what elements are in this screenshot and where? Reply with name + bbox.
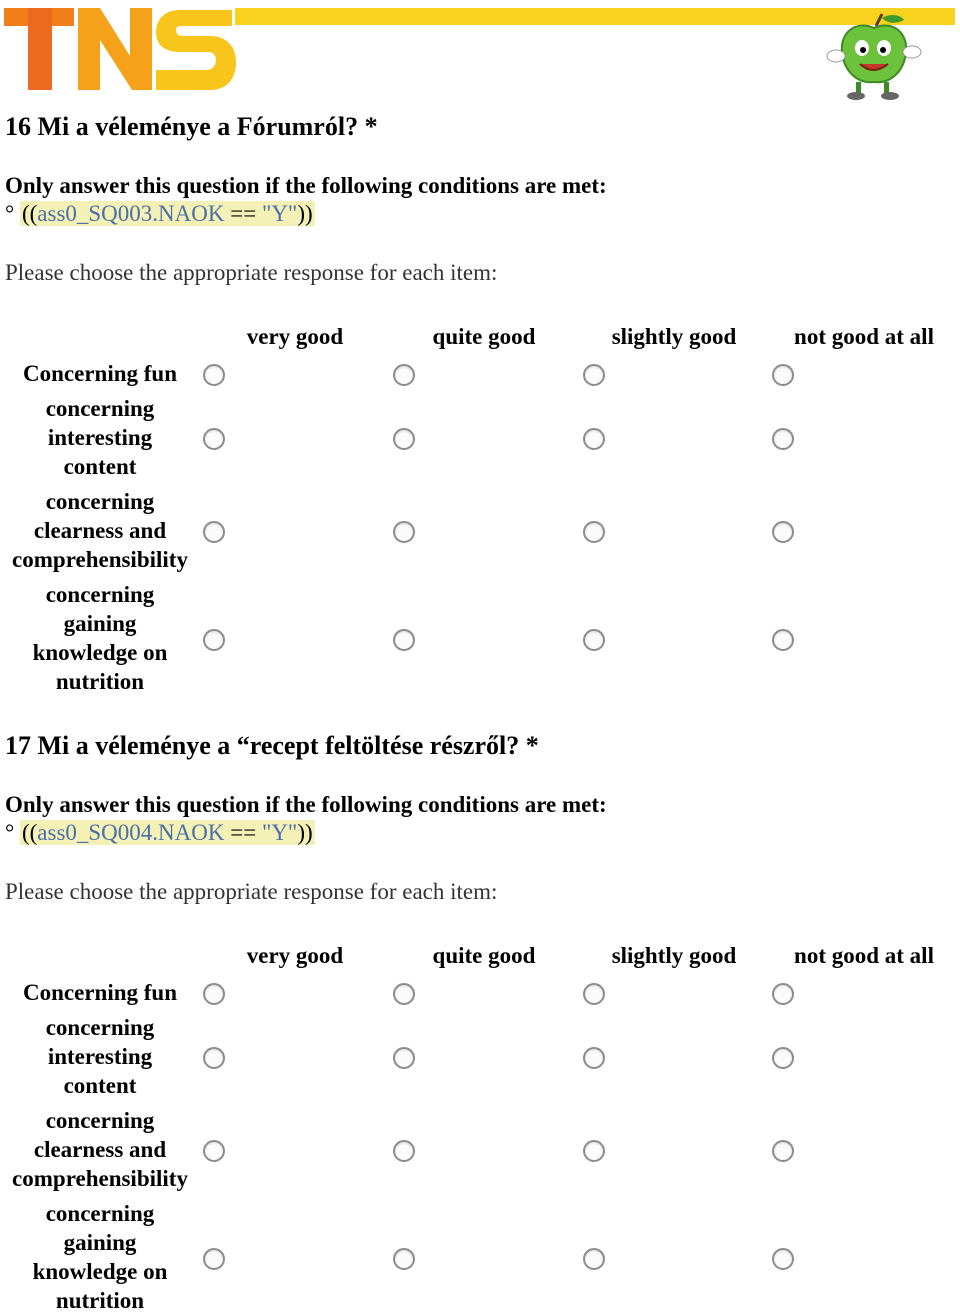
condition-operator: == <box>224 820 262 845</box>
radio-clearness-very-good[interactable] <box>203 1140 225 1162</box>
row-label-clearness <box>2 487 198 574</box>
condition-bullet: ° <box>5 820 15 845</box>
question-title: 16 Mi a véleménye a Fórumról? * <box>5 112 378 141</box>
row-label-line: nutrition <box>55 669 145 694</box>
condition-value: "Y" <box>261 201 298 226</box>
question-title: 17 Mi a véleménye a “recept feltöltése részről? * <box>5 731 539 760</box>
radio-fun-not-good[interactable] <box>772 983 794 1005</box>
radio-knowledge-slightly-good[interactable] <box>583 629 605 651</box>
radio-fun-slightly-good[interactable] <box>583 983 605 1005</box>
row-label-line: content <box>63 454 137 479</box>
radio-fun-quite-good[interactable] <box>393 364 415 386</box>
condition-close: )) <box>297 201 313 226</box>
radio-clearness-slightly-good[interactable] <box>583 1140 605 1162</box>
radio-knowledge-quite-good[interactable] <box>393 629 415 651</box>
row-label-line: interesting <box>47 425 153 450</box>
condition-open: (( <box>21 820 38 845</box>
column-header-quite-good: quite good <box>432 943 536 968</box>
radio-knowledge-very-good[interactable] <box>203 1248 225 1270</box>
green-apple-mascot-icon <box>826 12 922 102</box>
radio-fun-quite-good[interactable] <box>393 983 415 1005</box>
condition-close: )) <box>297 820 313 845</box>
radio-interesting-slightly-good[interactable] <box>583 428 605 450</box>
radio-knowledge-not-good[interactable] <box>772 629 794 651</box>
page-header <box>0 0 960 108</box>
radio-fun-very-good[interactable] <box>203 364 225 386</box>
radio-interesting-quite-good[interactable] <box>393 1047 415 1069</box>
column-header-slightly-good: slightly good <box>611 943 737 968</box>
radio-knowledge-not-good[interactable] <box>772 1248 794 1270</box>
column-header-not-good-at-all: not good at all <box>794 943 934 968</box>
radio-clearness-very-good[interactable] <box>203 521 225 543</box>
condition-bullet: ° <box>5 201 15 226</box>
radio-clearness-not-good[interactable] <box>772 521 794 543</box>
row-label-line: Concerning fun <box>23 980 177 1005</box>
radio-fun-not-good[interactable] <box>772 364 794 386</box>
condition-operator: == <box>224 201 262 226</box>
radio-clearness-not-good[interactable] <box>772 1140 794 1162</box>
column-header-not-good-at-all: not good at all <box>794 324 934 349</box>
row-label-line: knowledge on <box>32 640 168 665</box>
row-label-line: concerning <box>45 1015 155 1040</box>
row-label-fun <box>2 978 198 1007</box>
row-label-line: clearness and <box>33 518 167 543</box>
radio-knowledge-quite-good[interactable] <box>393 1248 415 1270</box>
radio-fun-very-good[interactable] <box>203 983 225 1005</box>
column-header-slightly-good: slightly good <box>611 324 737 349</box>
instruction-text: Please choose the appropriate response for each item: <box>5 260 498 285</box>
condition-variable: ass0_SQ003.NAOK <box>37 201 225 226</box>
row-label-line: gaining <box>63 1230 137 1255</box>
row-label-line: clearness and <box>33 1137 167 1162</box>
radio-interesting-very-good[interactable] <box>203 1047 225 1069</box>
instruction-text: Please choose the appropriate response for each item: <box>5 879 498 904</box>
condition-expression <box>20 201 315 226</box>
row-label-line: knowledge on <box>32 1259 168 1284</box>
row-label-line: concerning <box>45 489 155 514</box>
radio-knowledge-slightly-good[interactable] <box>583 1248 605 1270</box>
row-label-line: content <box>63 1073 137 1098</box>
column-header-very-good: very good <box>246 943 344 968</box>
condition-line <box>5 201 315 227</box>
condition-expression <box>20 820 315 845</box>
radio-fun-slightly-good[interactable] <box>583 364 605 386</box>
radio-interesting-not-good[interactable] <box>772 1047 794 1069</box>
condition-open: (( <box>21 201 38 226</box>
row-label-interesting-content <box>2 1013 198 1100</box>
row-label-line: gaining <box>63 611 137 636</box>
condition-heading: Only answer this question if the following conditions are met: <box>5 792 607 817</box>
radio-knowledge-very-good[interactable] <box>203 629 225 651</box>
row-label-knowledge <box>2 1199 198 1315</box>
condition-heading: Only answer this question if the following conditions are met: <box>5 173 607 198</box>
column-header-very-good: very good <box>246 324 344 349</box>
radio-interesting-not-good[interactable] <box>772 428 794 450</box>
radio-interesting-quite-good[interactable] <box>393 428 415 450</box>
row-label-clearness <box>2 1106 198 1193</box>
radio-clearness-quite-good[interactable] <box>393 521 415 543</box>
condition-variable: ass0_SQ004.NAOK <box>37 820 225 845</box>
row-label-line: concerning <box>45 396 155 421</box>
radio-interesting-very-good[interactable] <box>203 428 225 450</box>
column-header-quite-good: quite good <box>432 324 536 349</box>
condition-value: "Y" <box>261 820 298 845</box>
row-label-line: interesting <box>47 1044 153 1069</box>
tns-logo <box>4 4 236 92</box>
radio-clearness-slightly-good[interactable] <box>583 521 605 543</box>
row-label-line: comprehensibility <box>12 1166 188 1191</box>
row-label-line: comprehensibility <box>12 547 188 572</box>
row-label-line: concerning <box>45 582 155 607</box>
radio-interesting-slightly-good[interactable] <box>583 1047 605 1069</box>
row-label-line: Concerning fun <box>23 361 177 386</box>
row-label-knowledge <box>2 580 198 696</box>
condition-line <box>5 820 315 846</box>
row-label-line: concerning <box>45 1108 155 1133</box>
row-label-line: concerning <box>45 1201 155 1226</box>
row-label-line: nutrition <box>55 1288 145 1313</box>
radio-clearness-quite-good[interactable] <box>393 1140 415 1162</box>
row-label-fun <box>2 359 198 388</box>
row-label-interesting-content <box>2 394 198 481</box>
